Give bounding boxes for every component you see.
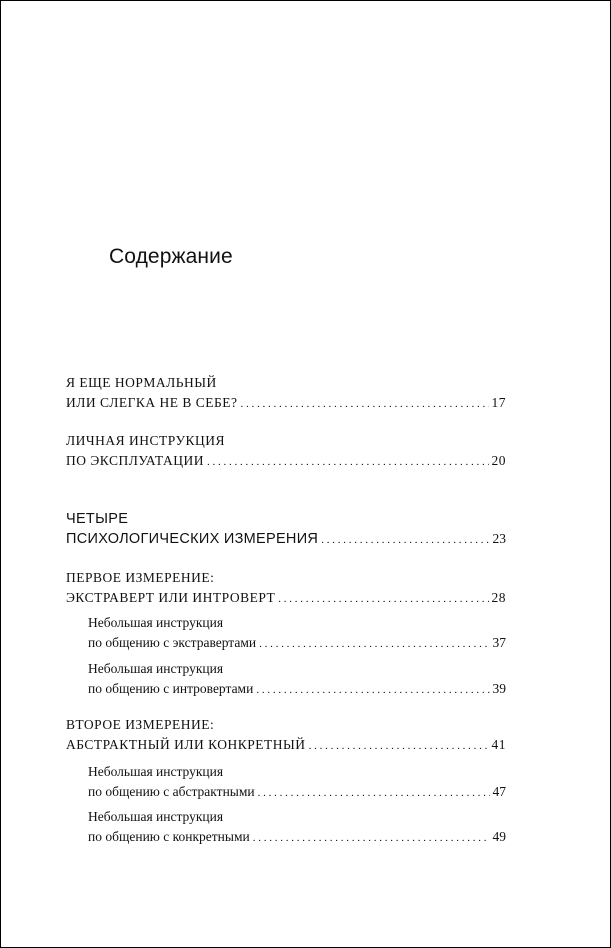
toc-section-title-line: ЧЕТЫРЕ: [66, 511, 129, 527]
toc-section-entry[interactable]: [66, 509, 506, 550]
toc-subentry[interactable]: [88, 762, 506, 803]
toc-subentry-title-line: по общению с конкретными: [88, 829, 250, 844]
toc-subentry[interactable]: [88, 807, 506, 848]
toc-subentry-title-line: Небольшая инструкция: [88, 809, 224, 824]
page-number: 23: [492, 531, 506, 546]
toc-subentry-title-line: Небольшая инструкция: [88, 661, 224, 676]
toc-entry-title-line: Я ЕЩЕ НОРМАЛЬНЫЙ: [66, 375, 217, 390]
dot-leader: [321, 530, 489, 550]
dot-leader: [278, 589, 488, 609]
dot-leader: [207, 452, 489, 472]
page-number: 39: [492, 681, 506, 696]
page-number: 28: [491, 590, 506, 605]
page-number: 47: [492, 784, 506, 799]
dot-leader: [241, 394, 489, 414]
toc-subentry-title-line: по общению с абстрактными: [88, 784, 255, 799]
page-number: 49: [492, 829, 506, 844]
page-number: 41: [491, 737, 506, 752]
toc-section-title-line: ПСИХОЛОГИЧЕСКИХ ИЗМЕРЕНИЯ: [66, 531, 319, 547]
dot-leader: [256, 680, 489, 700]
dot-leader: [309, 736, 489, 756]
toc-entry[interactable]: [66, 715, 506, 756]
toc-entry-title-line: ЭКСТРАВЕРТ ИЛИ ИНТРОВЕРТ: [66, 590, 276, 605]
dot-leader: [253, 828, 490, 848]
toc-subentry-title-line: Небольшая инструкция: [88, 764, 224, 779]
page-number: 20: [491, 453, 506, 468]
toc-subentry-title-line: Небольшая инструкция: [88, 615, 224, 630]
toc-entry-title-line: ЛИЧНАЯ ИНСТРУКЦИЯ: [66, 433, 226, 448]
toc-entry-title-line: ПО ЭКСПЛУАТАЦИИ: [66, 453, 204, 468]
dot-leader: [258, 783, 490, 803]
dot-leader: [259, 634, 489, 654]
toc-subentry-title-line: по общению с экстравертами: [88, 635, 257, 650]
toc-entry-title-line: ИЛИ СЛЕГКА НЕ В СЕБЕ?: [66, 395, 238, 410]
toc-entry[interactable]: [66, 373, 506, 414]
page-number: 37: [492, 635, 506, 650]
toc-entry-title-line: ПЕРВОЕ ИЗМЕРЕНИЕ:: [66, 570, 215, 585]
page-number: 17: [491, 395, 506, 410]
toc-entry[interactable]: [66, 568, 506, 609]
toc-subentry[interactable]: [88, 613, 506, 654]
toc-entry-title-line: ВТОРОЕ ИЗМЕРЕНИЕ:: [66, 717, 215, 732]
toc-subentry[interactable]: [88, 659, 506, 700]
toc-entry[interactable]: [66, 431, 506, 472]
page-title: Содержание: [109, 245, 233, 268]
toc-entry-title-line: АБСТРАКТНЫЙ ИЛИ КОНКРЕТНЫЙ: [66, 737, 306, 752]
toc-subentry-title-line: по общению с интровертами: [88, 681, 254, 696]
